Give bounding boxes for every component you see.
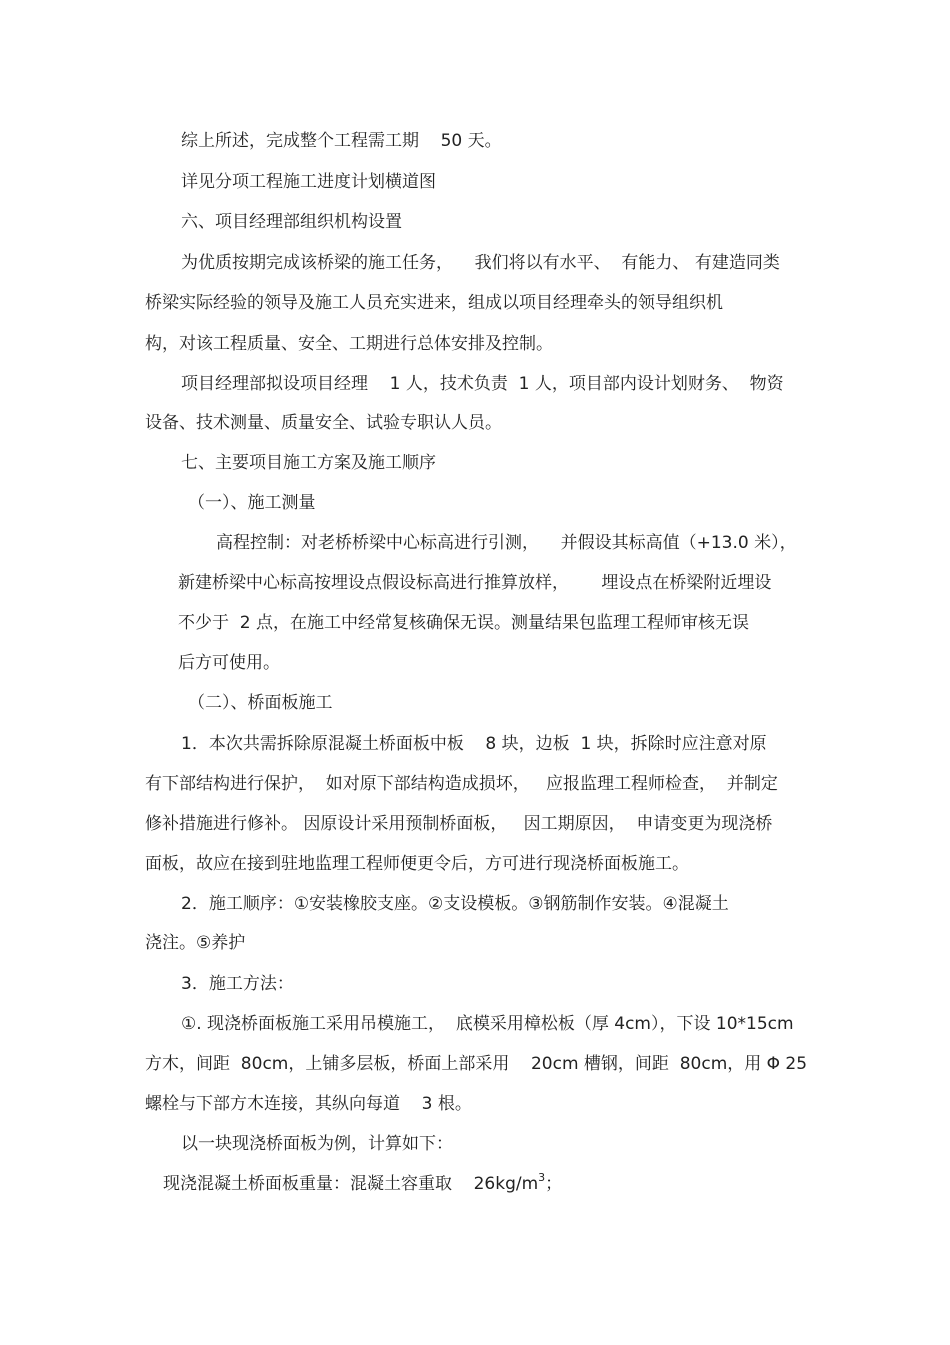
text-line: 修补措施进行修补。 因原设计采用预制桥面板， 因工期原因， 申请变更为现浇桥 xyxy=(145,814,773,834)
subsection-heading: （一）、施工测量 xyxy=(188,493,316,513)
text-line: 综上所述，完成整个工程需工期 50 天。 xyxy=(181,131,502,151)
text-line: 1．本次共需拆除原混凝土桥面板中板 8 块，边板 1 块，拆除时应注意对原 xyxy=(181,734,767,754)
text-line: 设备、技术测量、质量安全、试验专职认人员。 xyxy=(145,413,502,433)
text-line: 后方可使用。 xyxy=(178,653,280,673)
text-line: 螺栓与下部方木连接，其纵向每道 3 根。 xyxy=(145,1094,472,1114)
text-line: 高程控制：对老桥桥梁中心标高进行引测， 并假设其标高值（+13.0 米）， xyxy=(216,533,797,553)
text-line: 详见分项工程施工进度计划横道图 xyxy=(181,172,436,192)
text-line: 有下部结构进行保护， 如对原下部结构造成损坏， 应报监理工程师检查， 并制定 xyxy=(145,774,778,794)
text-line: 3．施工方法： xyxy=(181,974,294,994)
text-line: 以一块现浇桥面板为例，计算如下： xyxy=(181,1134,453,1154)
text-line xyxy=(163,1173,562,1195)
text-line: 浇注。⑤养护 xyxy=(145,933,246,953)
superscript: 3 xyxy=(538,1171,546,1184)
subsection-heading: （二）、桥面板施工 xyxy=(188,693,333,713)
text-line: ①. 现浇桥面板施工采用吊模施工， 底模采用樟松板（厚 4cm），下设 10*15cm xyxy=(181,1014,794,1034)
text-line: 2．施工顺序：①安装橡胶支座。②支设模板。③钢筋制作安装。④混凝土 xyxy=(181,894,729,914)
text-fragment: 现浇混凝土桥面板重量：混凝土容重取 26kg/m xyxy=(163,1174,539,1194)
text-line: 为优质按期完成该桥梁的施工任务， 我们将以有水平、 有能力、 有建造同类 xyxy=(181,253,780,273)
section-heading: 七、主要项目施工方案及施工顺序 xyxy=(181,453,436,473)
text-line: 面板，故应在接到驻地监理工程师便更令后，方可进行现浇桥面板施工。 xyxy=(145,854,689,874)
text-fragment: ； xyxy=(545,1174,563,1194)
text-line: 不少于 2 点，在施工中经常复核确保无误。测量结果包监理工程师审核无误 xyxy=(178,613,750,633)
section-heading: 六、项目经理部组织机构设置 xyxy=(181,212,402,232)
text-line: 构，对该工程质量、安全、工期进行总体安排及控制。 xyxy=(145,334,553,354)
text-line: 桥梁实际经验的领导及施工人员充实进来，组成以项目经理牵头的领导组织机 xyxy=(145,293,723,313)
text-line: 方木，间距 80cm，上铺多层板，桥面上部采用 20cm 槽钢，间距 80cm，用 Φ 25 xyxy=(145,1054,808,1074)
text-line: 新建桥梁中心标高按埋设点假设标高进行推算放样， 埋设点在桥梁附近埋设 xyxy=(178,573,772,593)
text-line: 项目经理部拟设项目经理 1 人，技术负责 1 人，项目部内设计划财务、 物资 xyxy=(181,374,784,394)
